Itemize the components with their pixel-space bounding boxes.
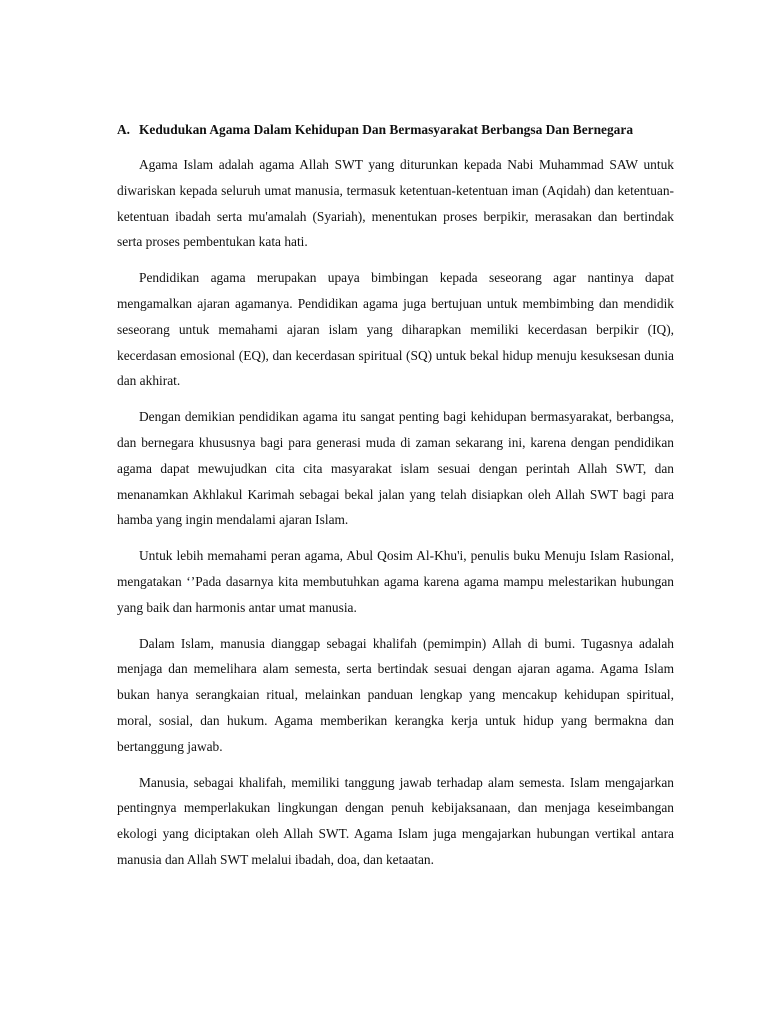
paragraph-5: Dalam Islam, manusia dianggap sebagai khalifah (pemimpin) Allah di bumi. Tugasnya adalah menjaga dan memelihara alam semesta, serta bertindak sesuai dengan ajaran agama. Agama Islam bukan hanya serangkaian ritual, melainkan panduan lengkap yang mencakup kehidupan spiritual, moral, sosial, dan hukum. Agama memberikan kerangka kerja untuk hidup yang bermakna dan bertanggung jawab. bbox=[117, 635, 674, 754]
paragraph-3: Dengan demikian pendidikan agama itu sangat penting bagi kehidupan bermasyarakat, berbangsa, dan bernegara khususnya bagi para generasi muda di zaman sekarang ini, karena dengan pendidikan agama dapat mewujudkan cita cita masyarakat islam sesuai dengan perintah Allah SWT, dan menanamkan Akhlakul Karimah sebagai bekal jalan yang telah disiapkan oleh Allah SWT bagi para hamba yang ingin mendalami ajaran Islam. bbox=[117, 409, 674, 528]
section-heading bbox=[117, 116, 674, 143]
document-body bbox=[117, 116, 674, 883]
section-marker: A. bbox=[117, 122, 131, 137]
paragraph-6: Manusia, sebagai khalifah, memiliki tanggung jawab terhadap alam semesta. Islam mengajarkan pentingnya memperlakukan lingkungan dengan penuh kebijaksanaan, dan menjaga keseimbangan ekologi yang diciptakan oleh Allah SWT. Agama Islam juga mengajarkan hubungan vertikal antara manusia dan Allah SWT melalui ibadah, doa, dan ketaatan. bbox=[117, 774, 674, 867]
paragraph-1: Agama Islam adalah agama Allah SWT yang diturunkan kepada Nabi Muhammad SAW untuk diwariskan kepada seluruh umat manusia, termasuk ketentuan-ketentuan iman (Aqidah) dan ketentuan-ketentuan ibadah serta mu'amalah (Syariah), menentukan proses berpikir, merasakan dan bertindak serta proses pembentukan kata hati. bbox=[117, 157, 674, 250]
section-title: Kedudukan Agama Dalam Kehidupan Dan Bermasyarakat Berbangsa Dan Bernegara bbox=[139, 122, 634, 137]
paragraph-4: Untuk lebih memahami peran agama, Abul Qosim Al-Khu'i, penulis buku Menuju Islam Rasional, mengatakan ‘’Pada dasarnya kita membutuhkan agama karena agama mampu melestarikan hubungan yang baik dan harmonis antar umat manusia. bbox=[117, 548, 674, 615]
paragraph-2: Pendidikan agama merupakan upaya bimbingan kepada seseorang agar nantinya dapat mengamalkan ajaran agamanya. Pendidikan agama juga bertujuan untuk membimbing dan mendidik seseorang untuk memahami ajaran islam yang diharapkan memiliki kecerdasan berpikir (IQ), kecerdasan emosional (EQ), dan kecerdasan spiritual (SQ) untuk bekal hidup menuju kesuksesan dunia dan akhirat. bbox=[117, 270, 674, 389]
